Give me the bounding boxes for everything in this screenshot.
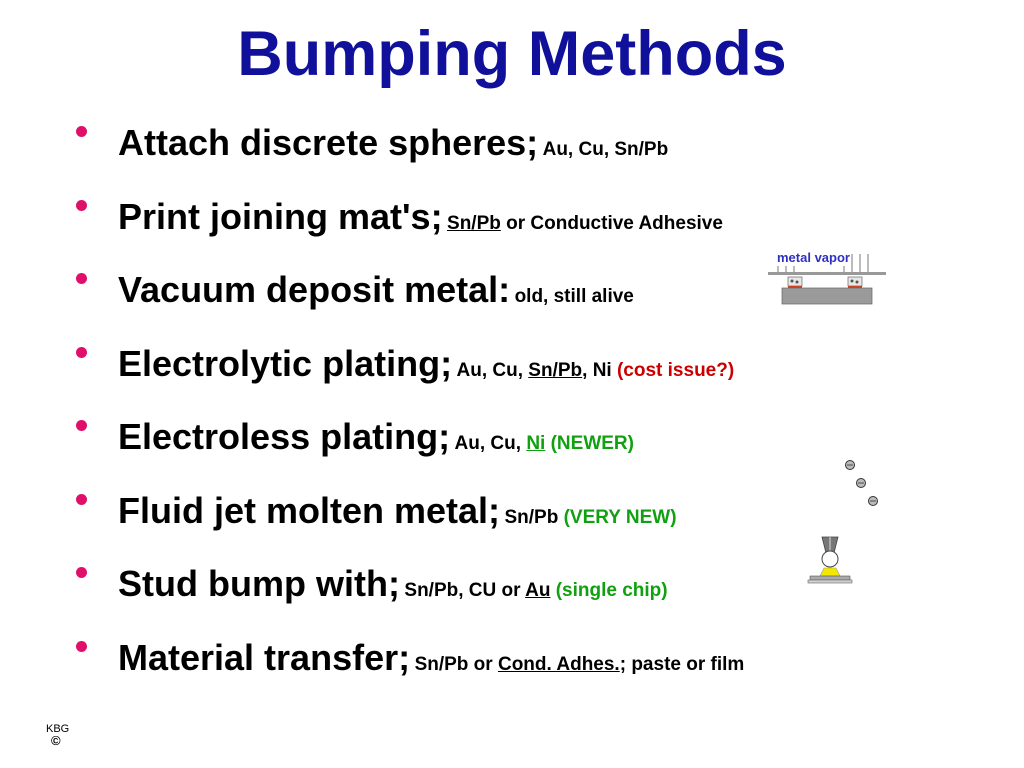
- bullet-main: Print joining mat's;: [118, 195, 443, 237]
- bullet-dot: [76, 126, 87, 137]
- bullet-dot: [76, 273, 87, 284]
- bullet-detail-underlined: Au: [525, 580, 551, 601]
- bullet-dot: [76, 347, 87, 358]
- bullet-detail-underlined: Sn/Pb: [528, 359, 583, 381]
- bullet-detail: Au, Cu, Sn/Pb: [542, 139, 669, 160]
- bullet-list: [0, 112, 1024, 700]
- stud-bump-illustration: [806, 535, 854, 589]
- bullet-note: (single chip): [550, 580, 668, 601]
- bullet-dot: [76, 420, 87, 431]
- bullet-item: [0, 553, 1024, 627]
- bullet-dot: [76, 641, 87, 652]
- bullet-item: [0, 112, 1024, 186]
- bullet-main: Stud bump with;: [118, 563, 400, 604]
- bullet-detail: Sn/Pb: [504, 506, 564, 528]
- bullet-note: (VERY NEW): [563, 506, 677, 528]
- bullet-detail: Sn/Pb, CU or: [404, 580, 526, 601]
- author-mark: KBG: [46, 723, 70, 735]
- bullet-item: [0, 627, 1024, 701]
- bullet-dot: [76, 567, 87, 578]
- metal-vapor-label: metal vapor: [777, 250, 850, 265]
- bullet-detail: old, still alive: [514, 286, 634, 307]
- bullet-detail: Sn/Pb or: [414, 653, 498, 675]
- bullet-main: Material transfer;: [118, 636, 411, 678]
- fluid-jet-droplets-illustration: [840, 455, 884, 513]
- bullet-dot: [76, 200, 87, 211]
- slide-title: Bumping Methods: [237, 19, 787, 89]
- bullet-dot: [76, 494, 87, 505]
- bullet-detail: Au, Cu,: [456, 359, 529, 381]
- copyright-mark: ©: [51, 733, 61, 748]
- bullet-main: Vacuum deposit metal:: [118, 269, 511, 310]
- bullet-detail-underlined: Cond. Adhes.: [497, 653, 620, 675]
- bullet-note: (cost issue?): [616, 359, 735, 381]
- bullet-detail-underlined: Sn/Pb: [447, 212, 501, 234]
- bullet-detail: ; paste or film: [619, 653, 745, 675]
- bullet-detail: , Ni: [582, 359, 617, 381]
- bullet-detail: or Conductive Adhesive: [500, 212, 723, 234]
- bullet-detail: Au, Cu,: [454, 433, 527, 454]
- bullet-note: (NEWER): [545, 433, 634, 454]
- bullet-detail-underlined: Ni: [526, 433, 546, 454]
- bullet-main: Attach discrete spheres;: [118, 122, 539, 163]
- bullet-main: Electrolytic plating;: [118, 342, 453, 384]
- bullet-main: Fluid jet molten metal;: [118, 489, 501, 531]
- bullet-main: Electroless plating;: [118, 416, 451, 457]
- bullet-item: [0, 333, 1024, 407]
